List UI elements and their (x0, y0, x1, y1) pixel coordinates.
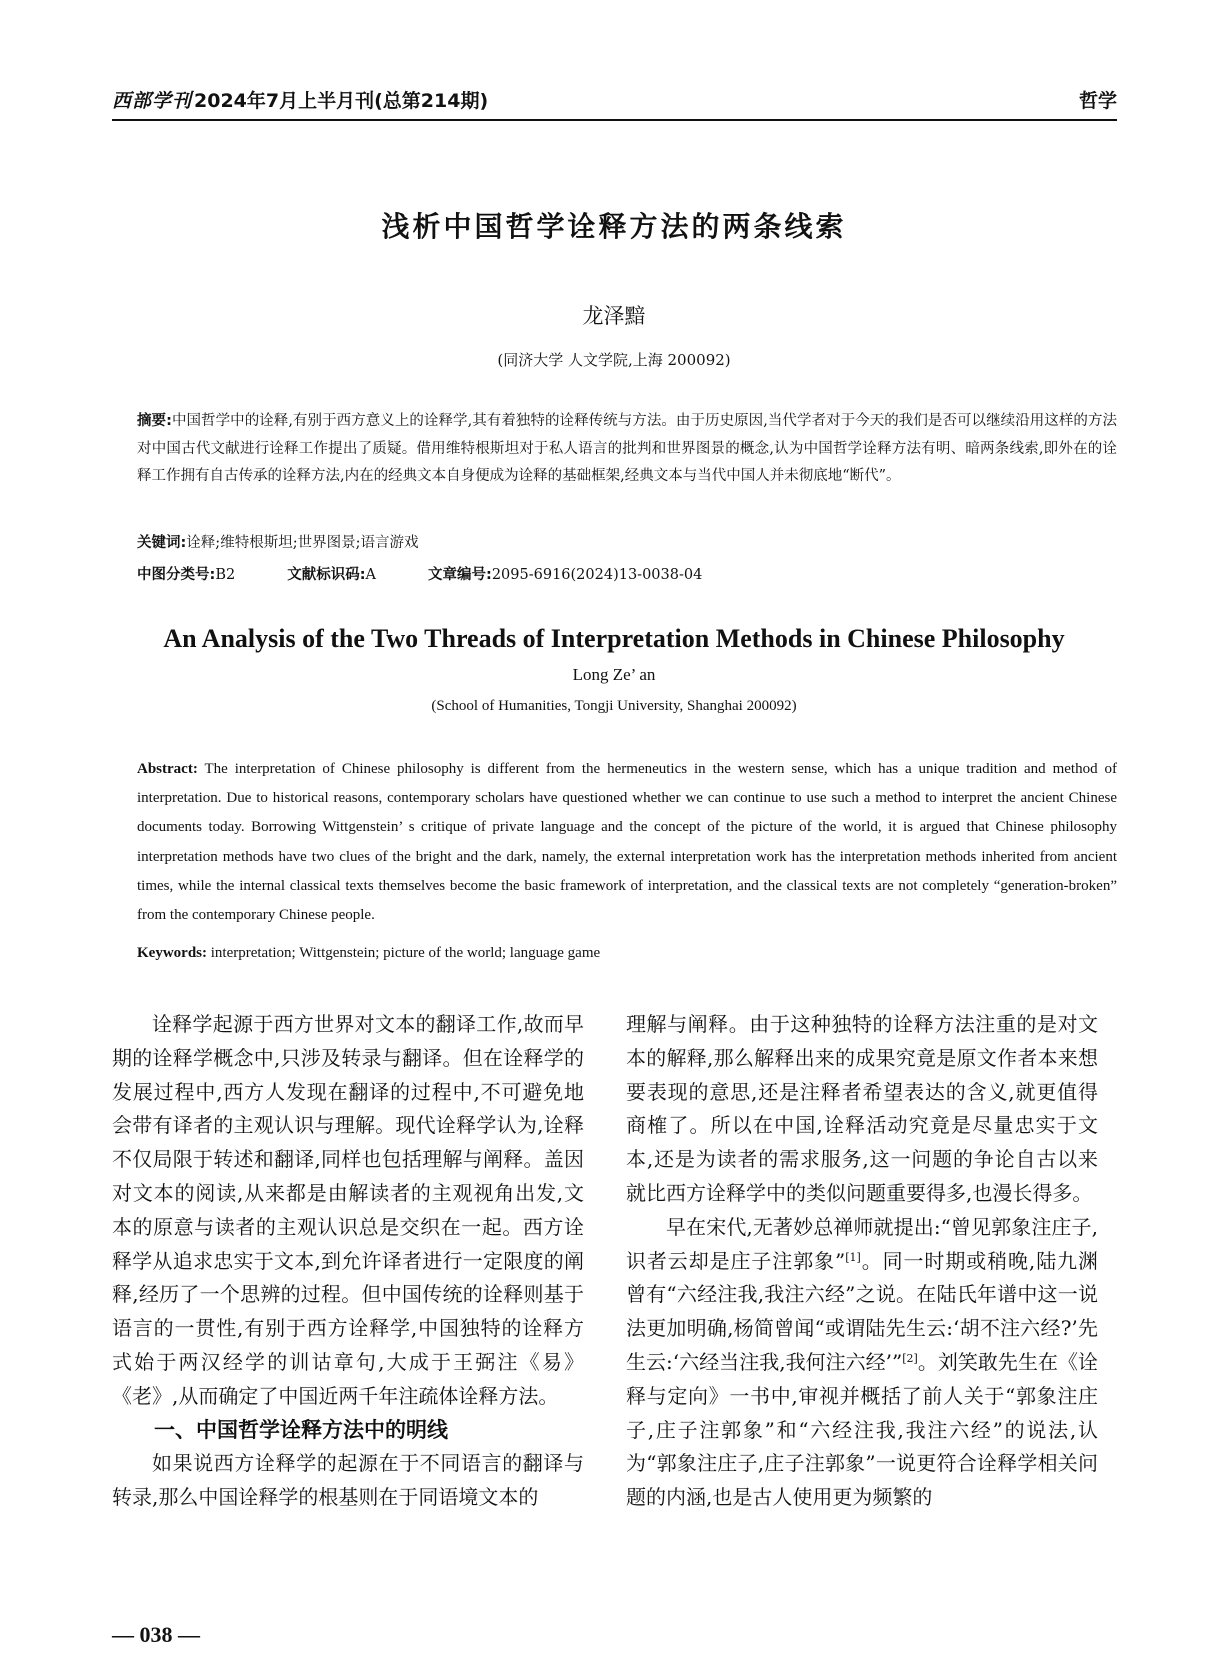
keywords-cn (137, 531, 418, 552)
abstract-cn-text: 中国哲学中的诠释,有别于西方意义上的诠释学,其有着独特的诠释传统与方法。由于历史原因,当代学者对于今天的我们是否可以继续沿用这样的方法对中国古代文献进行诠释工作提出了质疑。借用维特根斯坦对于私人语言的批判和世界图景的概念,认为中国哲学诠释方法有明、暗两条线索,即外在的诠释工作拥有自古传承的诠释方法,内在的经典文本自身便成为诠释的基础框架,经典文本与当代中国人并未彻底地“断代”。 (137, 413, 1117, 484)
article-title-en: An Analysis of the Two Threads of Interpretation Methods in Chinese Philosophy (163, 624, 1065, 653)
article-title-cn: 浅析中国哲学诠释方法的两条线索 (381, 210, 847, 243)
body-paragraph: 早在宋代,无著妙总禅师就提出:“曾见郭象注庄子,识者云却是庄子注郭象”[1]。同一时期或稍晚,陆九渊曾有“六经注我,我注六经”之说。在陆氏年谱中这一说法更加明确,杨简曾闻“或谓陆先生云:‘胡不注六经?’先生云:‘六经当注我,我何注六经’”[2]。刘笑敢先生在《诠释与定向》一书中,审视并概括了前人关于“郭象注庄子,庄子注郭象”和“六经注我,我注六经”的说法,认为“郭象注庄子,庄子注郭象”一说更符合诠释学相关问题的内涵,也是古人使用更为频繁的 (626, 1214, 1098, 1510)
keywords-cn-text: 诠释;维特根斯坦;世界图景;语言游戏 (186, 535, 419, 551)
running-header (112, 86, 1117, 121)
body-column-right (626, 1008, 1098, 1515)
keywords-cn-label: 关键词: (137, 535, 187, 551)
section-label: 哲学 (1078, 90, 1117, 112)
citation-ref: [2] (902, 1351, 918, 1365)
author-name-en: Long Ze’ an (572, 665, 656, 684)
affiliation-cn: (同济大学 人文学院,上海 200092) (497, 351, 731, 369)
author-name-cn: 龙泽黯 (582, 304, 646, 328)
citation-ref: [1] (845, 1250, 861, 1264)
abstract-en-label: Abstract: (137, 761, 198, 777)
classification-row (137, 563, 754, 584)
page-number: — 038 — (112, 1622, 200, 1647)
abstract-cn-label: 摘要: (137, 413, 172, 429)
section-heading: 一、中国哲学诠释方法中的明线 (154, 1417, 448, 1442)
affiliation-en: (School of Humanities, Tongji University, Shanghai 200092) (431, 698, 797, 714)
keywords-en (137, 945, 600, 962)
body-column-left (112, 1008, 584, 1515)
issue-info: 2024年7月上半月刊(总第214期) (194, 90, 489, 112)
body-paragraph: 如果说西方诠释学的起源在于不同语言的翻译与转录,那么中国诠释学的根基则在于同语境文本的 (112, 1451, 584, 1510)
header-left (112, 86, 488, 113)
article-number: 文章编号:2095-6916(2024)13-0038-04 (428, 567, 703, 583)
journal-logo: 西部学刊 (112, 90, 193, 112)
abstract-cn (137, 408, 1117, 491)
abstract-en (137, 755, 1117, 930)
keywords-en-label: Keywords: (137, 945, 207, 961)
body-paragraph: 理解与阐释。由于这种独特的诠释方法注重的是对文本的解释,那么解释出来的成果究竟是原文作者本来想要表现的意思,还是注释者希望表达的含义,就更值得商榷了。所以在中国,诠释活动究竟是尽量忠实于文本,还是为读者的需求服务,这一问题的争论自古以来就比西方诠释学中的类似问题重要得多,也漫长得多。 (626, 1012, 1098, 1205)
abstract-en-text: The interpretation of Chinese philosophy is different from the hermeneutics in the western sense, which has a unique tradition and method of interpretation. Due to historical reasons, contemporary scholars have questioned whether we can continue to use such a method to interpret the ancient Chinese documents today. Borrowing Wittgenstein’ s critique of private language and the concept of the picture of the world, it is argued that Chinese philosophy interpretation methods have two clues of the bright and the dark, namely, the external interpretation work has the interpretation methods inherited from ancient times, while the internal classical texts themselves become the basic framework of interpretation, and the classical texts are not completely “generation-broken” from the contemporary Chinese people. (137, 761, 1117, 924)
document-code: 文献标识码:A (287, 567, 376, 583)
body-paragraph: 诠释学起源于西方世界对文本的翻译工作,故而早期的诠释学概念中,只涉及转录与翻译。但在诠释学的发展过程中,西方人发现在翻译的过程中,不可避免地会带有译者的主观认识与理解。现代诠释学认为,诠释不仅局限于转述和翻译,同样也包括理解与阐释。盖因对文本的阅读,从来都是由解读者的主观视角出发,文本的原意与读者的主观认识总是交织在一起。西方诠释学从追求忠实于文本,到允许译者进行一定限度的阐释,经历了一个思辨的过程。但中国传统的诠释则基于语言的一贯性,有别于西方诠释学,中国独特的诠释方式始于两汉经学的训诂章句,大成于王弼注《易》《老》,从而确定了中国近两千年注疏体诠释方法。 (112, 1012, 584, 1408)
keywords-en-text: interpretation; Wittgenstein; picture of the world; language game (210, 945, 601, 961)
clc-number: 中图分类号:B2 (137, 567, 236, 583)
